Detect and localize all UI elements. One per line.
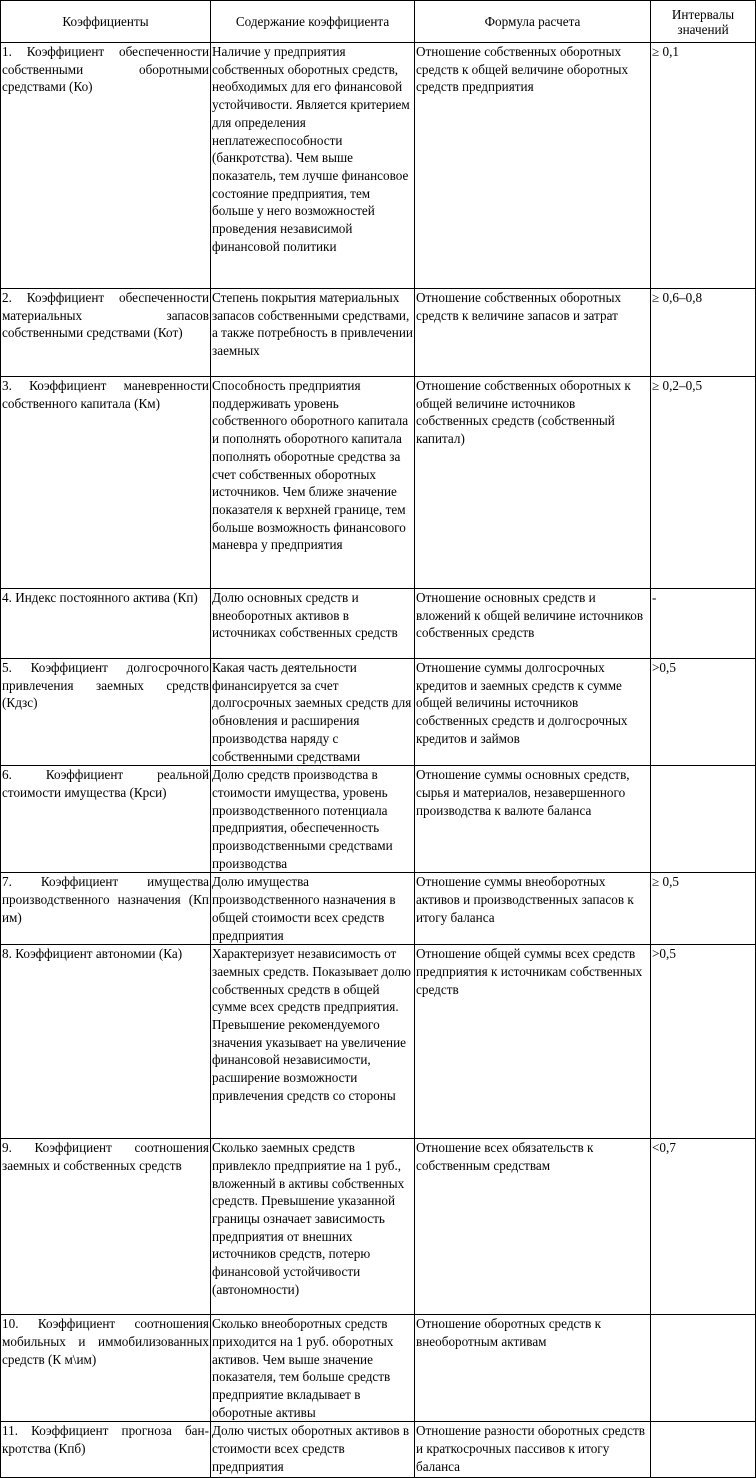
coefficient-interval [651,1315,756,1422]
coefficient-name: 5. Коэффициент долгосрочного привлечения заемных средств (Кдзс) [1,659,211,766]
table-row [1,377,756,589]
coefficient-interval: ≥ 0,1 [651,43,756,289]
coefficient-content: Способность предприятия поддерживать уровень собственного оборотного капитала и пополнять оборотного капитала пополнять оборотные средства за счет собственных оборотных источников. Чем ближе значение показателя к верхней границе, тем больше возможность финансового маневра у предприятия [211,377,415,589]
coefficient-content: Сколько внеоборотных средств приходится на 1 руб. оборотных активов. Чем выше значение показателя, тем больше средств предприятие вкладывает в оборотные активы [211,1315,415,1422]
header-intervals: Интервалы значений [651,1,756,43]
coefficient-content: Долю основных средств и внеоборотных активов в источниках собственных средств [211,589,415,659]
coefficient-content: Сколько заемных средств привлекло предприятие на 1 руб., вложенный в активы собственных средств. Превышение указанной границы означает зависимость предприятия от внешних источников средств, потерю финансовой устойчивости (автономности) [211,1139,415,1315]
coefficient-formula: Отношение собственных оборотных средств к общей величине оборотных средств предприятия [415,43,651,289]
coefficient-interval: <0,7 [651,1139,756,1315]
header-coefficients: Коэффициенты [1,1,211,43]
coefficient-interval: - [651,589,756,659]
coefficient-name: 1. Коэффициент обеспеченности собственными оборотными средствами (Ко) [1,43,211,289]
header-content: Содержание коэффициента [211,1,415,43]
coefficient-interval [651,766,756,873]
coefficient-name: 6. Коэффициент реальной стоимости имущества (Крси) [1,766,211,873]
table-row [1,43,756,289]
coefficient-formula: Отношение общей суммы всех средств предприятия к источникам собственных средств [415,945,651,1139]
table-row [1,659,756,766]
coefficient-formula: Отношение собственных оборотных к общей величине источников собственных средств (собственный капитал) [415,377,651,589]
table-row [1,1315,756,1422]
coefficient-formula: Отношение оборотных средств к внеоборотным активам [415,1315,651,1422]
coefficient-interval [651,1422,756,1478]
coefficient-content: Долю средств производства в стоимости имущества, уровень производственного потенциала предприятия, обеспеченность производственными средствами производства [211,766,415,873]
coefficient-content: Долю имущества производственного назначения в общей стоимости всех средств предприятия [211,873,415,945]
coefficient-content: Какая часть деятельности финансируется за счет долгосрочных заемных средств для обновления и расширения производства наряду с собственными средствами [211,659,415,766]
coefficient-name: 9. Коэффициент соотношения заемных и собственных средств [1,1139,211,1315]
coefficient-content: Степень покрытия материальных запасов собственными средствами, а также потребность в привлечении заемных [211,289,415,377]
coefficient-interval: ≥ 0,6–0,8 [651,289,756,377]
coefficient-name: 3. Коэффициент маневренности собственного капитала (Км) [1,377,211,589]
coefficient-content: Наличие у предприятия собственных оборотных средств, необходимых для его финансовой устойчивости. Является критерием для определения неплатежеспособности (банкротства). Чем выше показатель, тем лучше финансовое состояние предприятия, тем больше у него возможностей проведения независимой финансовой политики [211,43,415,289]
coefficient-interval: ≥ 0,2–0,5 [651,377,756,589]
coefficient-formula: Отношение суммы долгосрочных кредитов и заемных средств к сумме общей величины источников собственных средств и долгосрочных кредитов и займов [415,659,651,766]
coefficient-name: 10. Коэффициент соотношения мобильных и иммобилизованных средств (К м\им) [1,1315,211,1422]
coefficient-name: 11. Коэффициент прогноза бан-кротства (Кпб) [1,1422,211,1478]
coefficient-interval: >0,5 [651,945,756,1139]
coefficient-name: 2. Коэффициент обеспеченности материальных запасов собственными средствами (Кот) [1,289,211,377]
table-row [1,945,756,1139]
header-row [1,1,756,43]
table-row [1,766,756,873]
coefficient-name: 8. Коэффициент автономии (Ка) [1,945,211,1139]
header-formula: Формула расчета [415,1,651,43]
coefficient-formula: Отношение суммы внеоборотных активов и производственных запасов к итогу баланса [415,873,651,945]
coefficient-formula: Отношение суммы основных средств, сырья и материалов, незавершенного производства к валюте баланса [415,766,651,873]
coefficient-formula: Отношение собственных оборотных средств к величине запасов и затрат [415,289,651,377]
coefficient-formula: Отношение разности оборотных средств и краткосрочных пассивов к итогу баланса [415,1422,651,1478]
table-row [1,589,756,659]
coefficient-name: 4. Индекс постоянного актива (Кп) [1,589,211,659]
coefficient-formula: Отношение всех обязательств к собственным средствам [415,1139,651,1315]
coefficient-content: Характеризует независимость от заемных средств. Показывает долю собственных средств в общей сумме всех средств предприятия. Превышение рекомендуемого значения указывает на увеличение финансовой независимости, расширение возможности привлечения средств со стороны [211,945,415,1139]
coefficient-content: Долю чистых оборотных активов в стоимости всех средств предприятия [211,1422,415,1478]
coefficient-interval: >0,5 [651,659,756,766]
coefficient-formula: Отношение основных средств и вложений к общей величине источников собственных средств [415,589,651,659]
coefficient-interval: ≥ 0,5 [651,873,756,945]
coefficient-name: 7. Коэффициент имущества производственного назначения (Кп им) [1,873,211,945]
table-row [1,1422,756,1478]
table-row [1,289,756,377]
table-row [1,1139,756,1315]
table-row [1,873,756,945]
